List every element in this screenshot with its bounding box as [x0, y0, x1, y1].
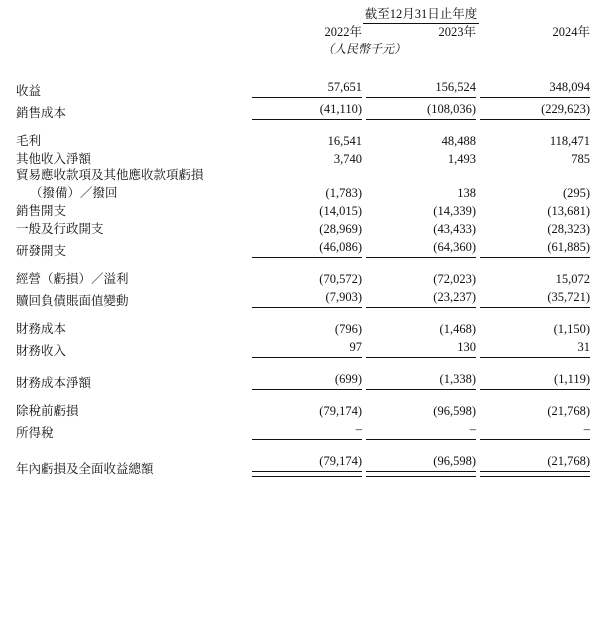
row-value-text: (96,598): [433, 404, 476, 418]
row-value-text: –: [355, 422, 362, 436]
row-value: [252, 219, 362, 237]
row-value-text: (1,468): [439, 322, 476, 336]
row-value: [252, 319, 362, 337]
row-value: [480, 131, 590, 149]
row-value: [252, 77, 362, 99]
row-value-text: 31: [577, 340, 591, 354]
row-value-text: (79,174): [319, 404, 362, 418]
row-value-text: (1,150): [553, 322, 591, 336]
row-rule: [480, 307, 590, 308]
table-row: [16, 149, 590, 167]
row-value-text: (41,110): [319, 102, 362, 116]
row-value: [252, 401, 362, 419]
row-value: [366, 419, 476, 441]
row-value-text: 348,094: [549, 80, 591, 94]
row-value: [366, 77, 476, 99]
row-value: [366, 287, 476, 309]
row-value: [366, 369, 476, 391]
row-value-text: (1,783): [325, 186, 362, 200]
row-value: [252, 451, 362, 477]
row-value: [366, 131, 476, 149]
row-value-text: 3,740: [333, 152, 362, 166]
row-double-rule: [366, 471, 476, 477]
row-value-text: (21,768): [547, 454, 591, 468]
table-row: [16, 99, 590, 121]
row-value-text: (23,237): [433, 290, 476, 304]
row-rule: [366, 97, 476, 98]
row-rule: [480, 439, 590, 440]
table-row: [16, 401, 590, 419]
row-label: 銷售成本: [16, 106, 67, 120]
row-value: [252, 237, 362, 259]
unit-note: （人民幣千元）: [321, 42, 406, 56]
row-value: [252, 369, 362, 391]
row-value-text: (13,681): [547, 204, 591, 218]
row-value-text: (21,768): [547, 404, 591, 418]
table-row: [16, 167, 590, 183]
row-value-text: (14,339): [433, 204, 476, 218]
row-value: [480, 149, 590, 167]
row-label: 財務成本: [16, 322, 67, 336]
row-value: [480, 337, 590, 359]
period-title-cell: [252, 6, 590, 24]
row-value-text: (79,174): [319, 454, 362, 468]
row-value: [366, 201, 476, 219]
unit-note-row: [16, 41, 590, 57]
row-value: [252, 149, 362, 167]
row-value-text: 97: [349, 340, 362, 354]
row-label: 其他收入淨額: [16, 152, 92, 166]
row-value-text: (61,885): [547, 240, 591, 254]
row-rule: [252, 389, 362, 390]
year-header-2022: 2022年: [324, 25, 362, 39]
row-value: [252, 419, 362, 441]
row-value: [366, 167, 476, 183]
row-value: [480, 183, 590, 201]
period-title-row: [16, 6, 590, 24]
row-value-text: (64,360): [433, 240, 476, 254]
row-value-text: (295): [562, 186, 591, 200]
row-value: [480, 201, 590, 219]
row-value: [480, 401, 590, 419]
row-rule: [252, 119, 362, 120]
row-value-text: 138: [457, 186, 476, 200]
row-label: 所得稅: [16, 426, 54, 440]
row-value: [480, 167, 590, 183]
row-value-text: (28,323): [547, 222, 591, 236]
row-spacer: [16, 359, 590, 369]
row-value-text: (43,433): [433, 222, 476, 236]
header-spacer: [16, 41, 252, 57]
row-value-text: (1,119): [554, 372, 591, 386]
row-value-text: –: [583, 422, 591, 436]
row-label: 經營（虧損）／溢利: [16, 272, 129, 286]
row-spacer: [16, 441, 590, 451]
row-double-rule: [480, 471, 590, 477]
row-value: [480, 451, 590, 477]
row-value-text: 130: [457, 340, 476, 354]
row-value-text: 57,651: [327, 80, 362, 94]
table-row: [16, 419, 590, 441]
row-rule: [480, 119, 590, 120]
row-rule: [366, 307, 476, 308]
row-value-text: (46,086): [319, 240, 362, 254]
row-rule: [366, 119, 476, 120]
row-value-text: (1,338): [439, 372, 476, 386]
row-rule: [480, 97, 590, 98]
row-label: （撥備）／撥回: [30, 186, 118, 200]
row-value: [480, 287, 590, 309]
row-value-text: (108,036): [427, 102, 476, 116]
row-value-text: (72,023): [433, 272, 476, 286]
row-value: [252, 183, 362, 201]
row-label: 財務成本淨額: [16, 376, 92, 390]
row-label: 財務收入: [16, 344, 67, 358]
row-label: 研發開支: [16, 244, 67, 258]
row-value-text: (96,598): [433, 454, 476, 468]
row-value: [252, 99, 362, 121]
row-value: [366, 337, 476, 359]
row-rule: [252, 357, 362, 358]
row-value-text: (28,969): [319, 222, 362, 236]
row-value: [366, 319, 476, 337]
year-header-row: [16, 24, 590, 41]
row-value: [366, 237, 476, 259]
row-value: [480, 269, 590, 287]
row-value: [480, 219, 590, 237]
row-spacer: [16, 309, 590, 319]
row-value: [366, 183, 476, 201]
row-rule: [252, 97, 362, 98]
row-label: 收益: [16, 84, 42, 98]
table-row: [16, 337, 590, 359]
row-value-text: (699): [334, 372, 362, 386]
row-value-text: 48,488: [441, 134, 476, 148]
period-title: 截至12月31日止年度: [363, 6, 480, 24]
table-row: [16, 451, 590, 477]
row-value: [480, 369, 590, 391]
row-rule: [366, 257, 476, 258]
table-row: [16, 77, 590, 99]
table-row: [16, 237, 590, 259]
header-bottom-spacer: [16, 57, 590, 71]
row-value-text: 16,541: [327, 134, 362, 148]
row-value-text: (229,623): [541, 102, 591, 116]
header-spacer: [16, 24, 252, 41]
financial-table-body: [16, 6, 590, 477]
row-rule: [480, 357, 590, 358]
row-value-text: 118,471: [549, 134, 591, 148]
row-value: [366, 149, 476, 167]
row-value: [366, 451, 476, 477]
row-value: [366, 269, 476, 287]
row-rule: [252, 439, 362, 440]
row-value-text: (14,015): [319, 204, 362, 218]
table-row: [16, 183, 590, 201]
row-rule: [366, 439, 476, 440]
row-value: [252, 131, 362, 149]
row-rule: [480, 389, 590, 390]
financial-table: [16, 6, 590, 477]
row-value: [480, 99, 590, 121]
row-value: [480, 419, 590, 441]
table-row: [16, 269, 590, 287]
row-spacer: [16, 259, 590, 269]
row-label: 貿易應收款項及其他應收款項虧損: [16, 168, 204, 182]
row-value-text: (35,721): [547, 290, 591, 304]
row-value: [252, 269, 362, 287]
row-value-text: (796): [334, 322, 362, 336]
row-double-rule: [252, 471, 362, 477]
table-row: [16, 287, 590, 309]
row-spacer: [16, 121, 590, 131]
year-header-2023: 2023年: [438, 25, 476, 39]
row-value: [366, 401, 476, 419]
row-label: 銷售開支: [16, 204, 67, 218]
row-value-text: (7,903): [325, 290, 362, 304]
row-value-text: –: [469, 422, 476, 436]
col-pad: [480, 41, 590, 57]
row-rule: [252, 307, 362, 308]
row-value: [252, 287, 362, 309]
row-spacer: [16, 391, 590, 401]
row-label: 年內虧損及全面收益總額: [16, 462, 154, 476]
row-value: [480, 77, 590, 99]
row-value-text: 15,072: [555, 272, 591, 286]
table-row: [16, 369, 590, 391]
row-label: 除稅前虧損: [16, 404, 79, 418]
header-spacer: [16, 6, 252, 24]
row-value-text: 1,493: [447, 152, 476, 166]
row-rule: [366, 357, 476, 358]
row-label: 一般及行政開支: [16, 222, 104, 236]
row-value: [366, 99, 476, 121]
row-label: 毛利: [16, 134, 42, 148]
table-row: [16, 319, 590, 337]
row-value: [480, 237, 590, 259]
row-rule: [480, 257, 590, 258]
row-value-text: 156,524: [435, 80, 476, 94]
row-value: [366, 219, 476, 237]
row-value-text: 785: [571, 152, 591, 166]
row-value-text: (70,572): [319, 272, 362, 286]
row-rule: [252, 257, 362, 258]
row-value: [252, 201, 362, 219]
table-row: [16, 131, 590, 149]
table-row: [16, 219, 590, 237]
table-row: [16, 201, 590, 219]
row-rule: [366, 389, 476, 390]
row-value: [252, 337, 362, 359]
row-label: 贖回負債賬面值變動: [16, 294, 129, 308]
row-value: [252, 167, 362, 183]
year-header-2024: 2024年: [552, 25, 591, 39]
row-value: [480, 319, 590, 337]
